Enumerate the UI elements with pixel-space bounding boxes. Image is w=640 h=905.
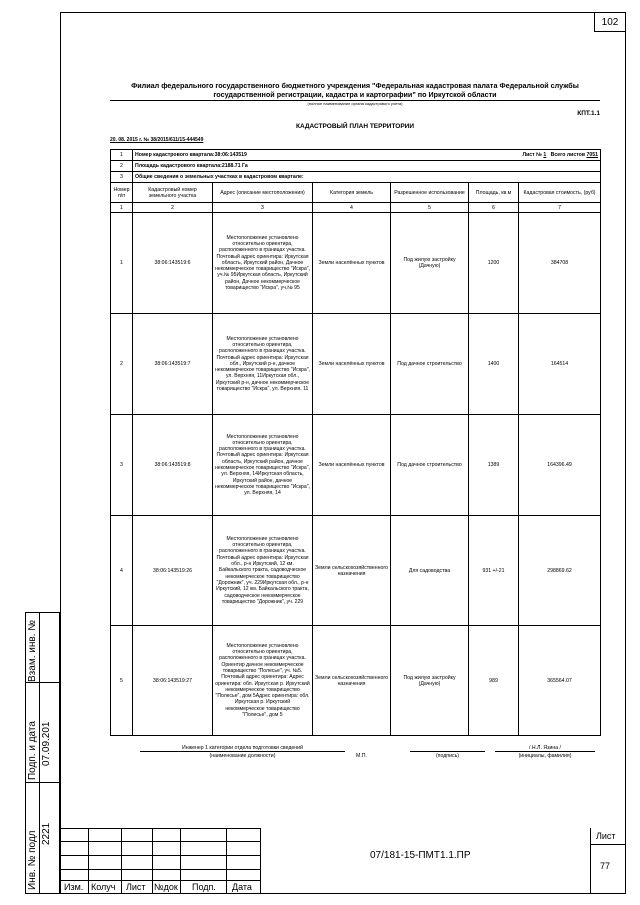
parcel-area: 1400 <box>469 314 519 415</box>
name-caption: (инициалы, фамилия) <box>518 753 572 759</box>
inv-number: 2221 <box>41 822 52 845</box>
stamp-line <box>60 869 260 870</box>
col-number: 4 <box>313 203 391 213</box>
stamp-list: Лист <box>126 882 146 892</box>
stamp-line <box>60 841 260 842</box>
info-row <box>111 150 601 161</box>
parcel-rows <box>111 213 601 736</box>
parcel-num: 1 <box>111 213 133 314</box>
org-header-line1: Филиал федерального государственного бюджетного учреждения "Федеральная кадастровая палата Федеральной службы <box>131 81 579 90</box>
stamp-line <box>590 844 626 845</box>
stamp-podp: Подп. <box>192 882 216 892</box>
parcel-num: 3 <box>111 415 133 516</box>
parcel-cost: 164396.49 <box>519 415 601 516</box>
parcel-address: Местоположение установлено относительно ориентира, расположенного в границах участка. Почтовый адрес ориентира: Иркутская область, Иркутский район, дачное некоммерческое товарищество "Искра", ул. Верхняя, 14Иркутская область, Иркутский район, дачное некоммерческое товарищество "Искра", ул. Верхняя, 14 <box>213 415 313 516</box>
title-block <box>60 828 626 894</box>
parcel-category: Земли населённых пунктов <box>313 314 391 415</box>
parcel-category: Земли населённых пунктов <box>313 415 391 516</box>
stamp-izm: Изм. <box>64 882 84 892</box>
parcel-num: 4 <box>111 516 133 626</box>
col-number: 7 <box>519 203 601 213</box>
side-divider <box>25 782 60 783</box>
parcel-num: 2 <box>111 314 133 415</box>
parcel-area: 1389 <box>469 415 519 516</box>
parcel-address: Местоположение установлено относительно ориентира, расположенного в границах участка. Почтовый адрес ориентира: Иркутская обл., Иркутский р-н, дачное некоммерческое товарищество "Искра", ул. Верхняя, 11Иркутская обл., Иркутский р-н, дачное некоммерческое товарищество "Искра", ул. Верхняя, 11 <box>213 314 313 415</box>
parcel-use: Для садоводства <box>391 516 469 626</box>
col-number: 2 <box>133 203 213 213</box>
stamp-line <box>60 880 260 881</box>
col-number: 1 <box>111 203 133 213</box>
table-row <box>111 516 601 626</box>
parcel-cad: 38:06:143519:8 <box>133 415 213 516</box>
org-header-caption: (полное наименование органа кадастрового учета) <box>307 101 403 106</box>
quarter-label: Номер кадастрового квартала:38:06:143519 <box>135 152 247 158</box>
vzam-label: Взам. инв. № <box>27 620 38 682</box>
stamp-line <box>180 828 181 894</box>
engineer-position: Инженер 1 категории отдела подготовки сведений <box>140 745 345 752</box>
stamp-line <box>260 828 261 894</box>
parcel-area: 1200 <box>469 213 519 314</box>
parcels-table <box>110 149 601 736</box>
form-code: КПТ.1.1 <box>577 110 600 117</box>
stamp-line <box>60 828 260 829</box>
parcel-use: Под дачное строительство <box>391 314 469 415</box>
stamp-line <box>88 828 89 894</box>
side-divider <box>25 682 60 683</box>
info-row-num: 2 <box>111 161 133 172</box>
sheet-label: Лист № <box>522 152 542 158</box>
doc-title: КАДАСТРОВЫЙ ПЛАН ТЕРРИТОРИИ <box>295 123 415 130</box>
col-header: Кадастровая стоимость, (руб) <box>519 183 601 203</box>
registration-line: 20. 08. 2015 г. № 38/2015/611/15-444549 <box>110 137 204 143</box>
col-header: Разрешенное использование <box>391 183 469 203</box>
col-number: 5 <box>391 203 469 213</box>
col-number-row <box>111 203 601 213</box>
parcel-cad: 38:06:143519:6 <box>133 213 213 314</box>
col-header: Адрес (описание местоположения) <box>213 183 313 203</box>
sheet-info <box>522 152 598 158</box>
stamp-list-number: 77 <box>600 861 611 871</box>
parcel-address: Местоположение установлено относительно ориентира, расположенного в границах участка. Почтовый адрес ориентира: Иркутская область, Иркутский район, Дачное некоммерческое товарищество "Искра", уч.№ 95Иркутская область, Иркутский район, Дачное некоммерческое товарищество "Искра", уч.№ 95 <box>213 213 313 314</box>
stamp-line <box>152 828 153 894</box>
total-no: 7051 <box>586 152 599 158</box>
stamp-ndok: №док <box>154 882 178 892</box>
parcel-use: Под жилую застройку (Дачную) <box>391 626 469 736</box>
table-row <box>111 415 601 516</box>
info-row <box>111 161 601 172</box>
stamp-data: Дата <box>232 882 252 892</box>
info-row-num: 3 <box>111 172 133 183</box>
parcel-address: Местоположение установлено относительно ориентира, расположенного в границах участка. Почтовый адрес ориентира: Иркутская обл., р-н Иркутский, 12 км. Байкальского тракта, садоводческое некоммерческое товарищество "Дорожник", уч. 229Иркутская обл., р-н Иркутский, 12 км. Байкальского тракта, садоводческое некоммерческое товарищество "Дорожник", уч. 229 <box>213 516 313 626</box>
sheet-page-number: 102 <box>594 12 626 32</box>
kpt-document <box>110 82 600 736</box>
col-header: Кадастровый номер земельного участка <box>133 183 213 203</box>
col-header: Категория земель <box>313 183 391 203</box>
stamp-line <box>121 828 122 894</box>
parcel-num: 5 <box>111 626 133 736</box>
parcel-cost: 298869.62 <box>519 516 601 626</box>
sign-date: 07.09.201 <box>41 721 52 766</box>
parcel-address: Местоположение установлено относительно ориентира, расположенного в границах участка. Ориентир дачное некоммерческое товарищество "Полесье", уч. №5. Почтовый адрес ориентира: Адрес ориентира: обл. Иркутская р. Иркутский некоммерческое товарищество "Полесье", дом 5Адрес ориентира: обл. Иркутская р. Иркутский некоммерческое товарищество "Полесье", дом 5 <box>213 626 313 736</box>
sheet-no: 1 <box>543 152 547 158</box>
parcel-area: 989 <box>469 626 519 736</box>
col-number: 6 <box>469 203 519 213</box>
parcel-use: Под дачное строительство <box>391 415 469 516</box>
col-number: 3 <box>213 203 313 213</box>
info-row-num: 1 <box>111 150 133 161</box>
parcel-cad: 38:06:143519:26 <box>133 516 213 626</box>
quarter-cell <box>133 150 601 161</box>
col-header: Номер п/п <box>111 183 133 203</box>
stamp-line <box>60 855 260 856</box>
parcel-category: Земли населённых пунктов <box>313 213 391 314</box>
table-row <box>111 626 601 736</box>
parcel-cost: 365564.07 <box>519 626 601 736</box>
parcel-cad: 38:06:143519:27 <box>133 626 213 736</box>
parcel-category: Земли сельскохозяйственного назначения <box>313 626 391 736</box>
stamp-line <box>590 828 591 894</box>
engineer-name: / Н.Л. Язина / <box>495 745 595 752</box>
mp-label: М.П. <box>356 753 367 759</box>
inv-label: Инв. № подл <box>27 830 38 890</box>
document-code: 07/181-15-ПМТ1.1.ПР <box>370 850 471 861</box>
stamp-koluch: Колуч <box>91 882 116 892</box>
table-row <box>111 314 601 415</box>
stamp-list-label: Лист <box>596 831 616 841</box>
col-header: Площадь, кв.м <box>469 183 519 203</box>
parcel-category: Земли сельскохозяйственного назначения <box>313 516 391 626</box>
parcel-cost: 164514 <box>519 314 601 415</box>
podp-data-label: Подп. и дата <box>27 721 38 780</box>
info-row <box>111 172 601 183</box>
parcel-cad: 38:06:143519:7 <box>133 314 213 415</box>
org-header-line2: государственной регистрации, кадастра и картографии" по Иркутской области <box>213 89 497 99</box>
stamp-line <box>226 828 227 894</box>
signature-caption: (подпись) <box>410 751 485 759</box>
quarter-area: Площадь кадастрового квартала:2188.71 Га <box>133 161 601 172</box>
parcel-cost: 384708 <box>519 213 601 314</box>
parcel-area: 931 +/-21 <box>469 516 519 626</box>
parcel-use: Под жилую застройку (Дачную) <box>391 213 469 314</box>
table-row <box>111 213 601 314</box>
position-caption: (наименование должности) <box>209 753 276 759</box>
header-row <box>111 183 601 203</box>
total-label: Всего листов <box>550 152 586 158</box>
general-info: Общие сведения о земельных участках в кадастровом квартале: <box>133 172 601 183</box>
